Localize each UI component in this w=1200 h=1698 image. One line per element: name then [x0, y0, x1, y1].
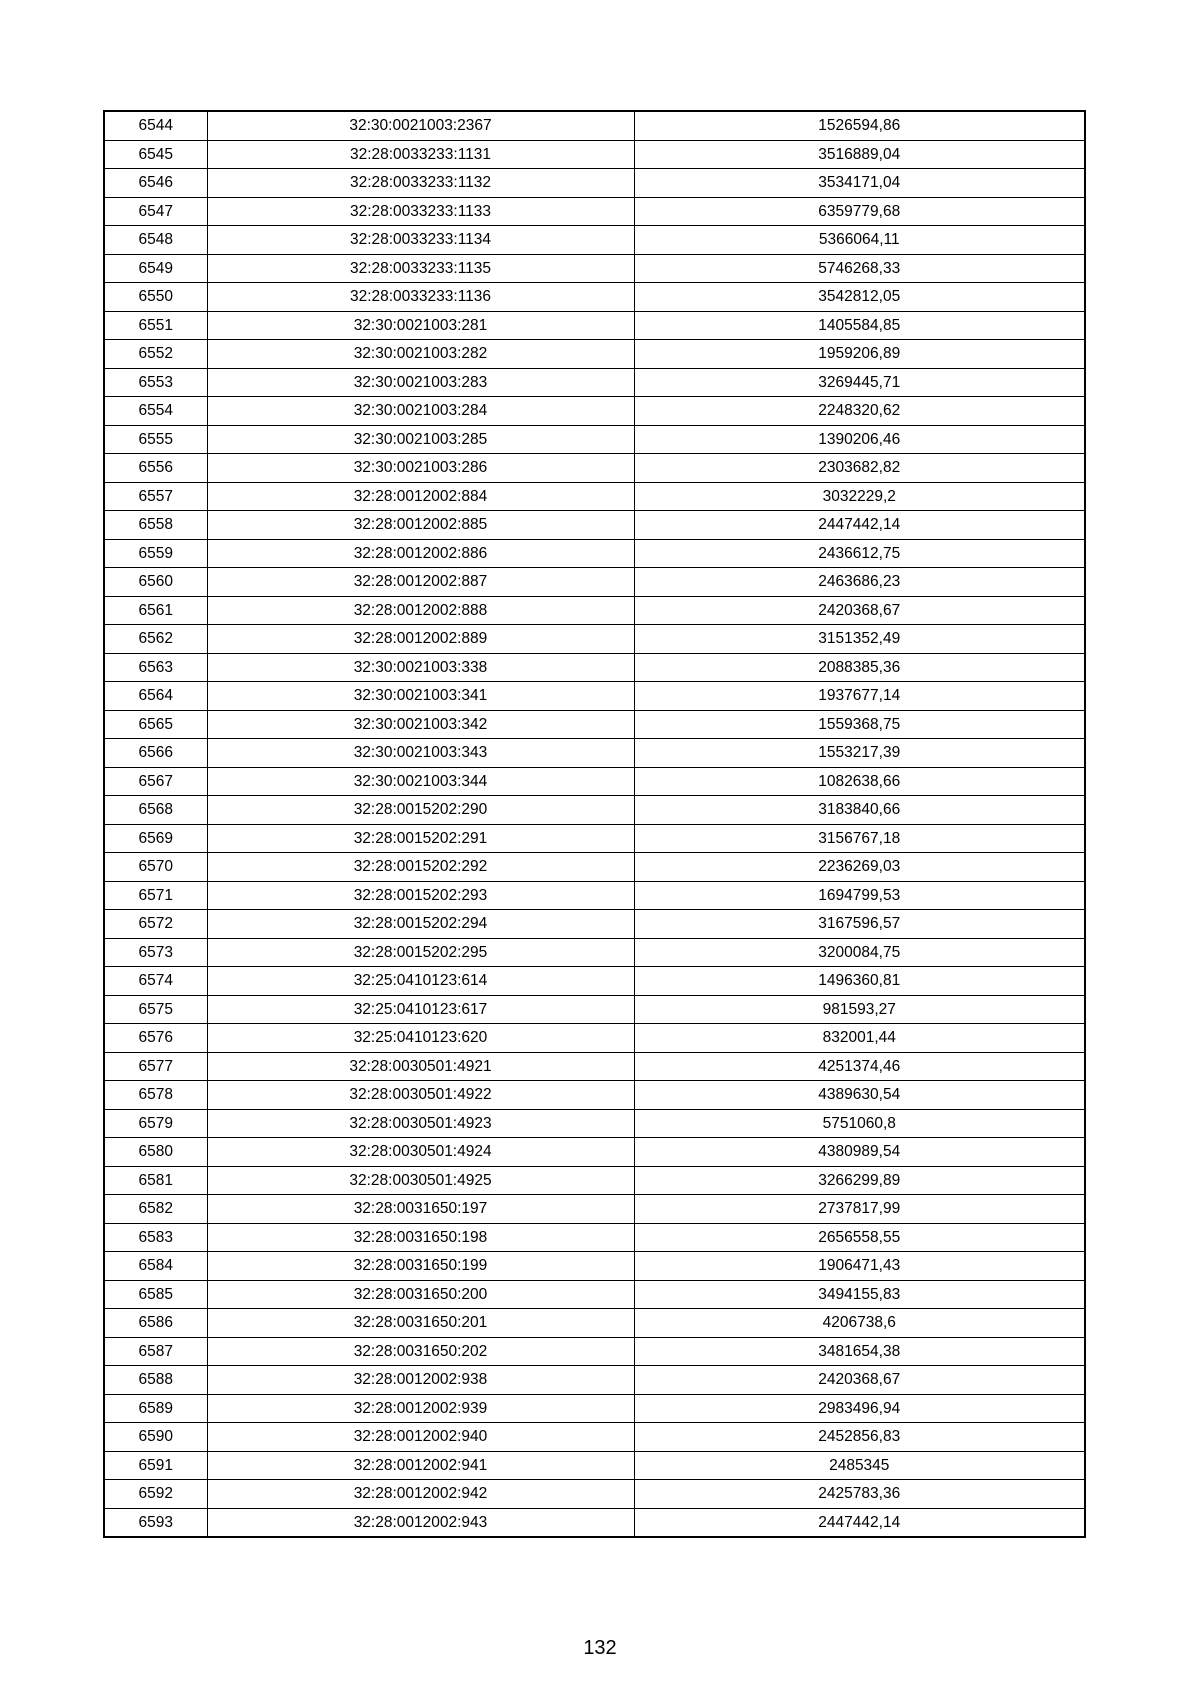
- row-number-cell: 6578: [104, 1081, 207, 1110]
- cadastral-number-cell: 32:28:0015202:290: [207, 796, 634, 825]
- table-row: [104, 1252, 1085, 1281]
- cadastral-value-cell: 3542812,05: [634, 283, 1085, 312]
- cadastral-number-cell: 32:25:0410123:617: [207, 995, 634, 1024]
- table-row: [104, 169, 1085, 198]
- cadastral-number-cell: 32:28:0031650:197: [207, 1195, 634, 1224]
- cadastral-number-cell: 32:30:0021003:342: [207, 710, 634, 739]
- cadastral-number-cell: 32:28:0015202:295: [207, 938, 634, 967]
- cadastral-value-cell: 5366064,11: [634, 226, 1085, 255]
- table-row: [104, 739, 1085, 768]
- cadastral-value-cell: 2303682,82: [634, 454, 1085, 483]
- table-row: [104, 511, 1085, 540]
- table-row: [104, 1081, 1085, 1110]
- cadastral-value-cell: 3167596,57: [634, 910, 1085, 939]
- cadastral-value-cell: 5746268,33: [634, 254, 1085, 283]
- table-row: [104, 1508, 1085, 1537]
- table-row: [104, 454, 1085, 483]
- table-row: [104, 254, 1085, 283]
- row-number-cell: 6556: [104, 454, 207, 483]
- row-number-cell: 6555: [104, 425, 207, 454]
- row-number-cell: 6560: [104, 568, 207, 597]
- row-number-cell: 6589: [104, 1394, 207, 1423]
- row-number-cell: 6588: [104, 1366, 207, 1395]
- table-row: [104, 1451, 1085, 1480]
- cadastral-number-cell: 32:30:0021003:2367: [207, 111, 634, 140]
- row-number-cell: 6559: [104, 539, 207, 568]
- cadastral-number-cell: 32:28:0031650:200: [207, 1280, 634, 1309]
- cadastral-value-cell: 2737817,99: [634, 1195, 1085, 1224]
- cadastral-number-cell: 32:30:0021003:343: [207, 739, 634, 768]
- cadastral-value-cell: 832001,44: [634, 1024, 1085, 1053]
- cadastral-number-cell: 32:25:0410123:614: [207, 967, 634, 996]
- row-number-cell: 6562: [104, 625, 207, 654]
- cadastral-value-cell: 6359779,68: [634, 197, 1085, 226]
- cadastral-value-cell: 1496360,81: [634, 967, 1085, 996]
- table-row: [104, 853, 1085, 882]
- page-number: 132: [583, 1637, 617, 1659]
- cadastral-value-cell: 2656558,55: [634, 1223, 1085, 1252]
- cadastral-value-cell: 2447442,14: [634, 511, 1085, 540]
- cadastral-number-cell: 32:28:0030501:4925: [207, 1166, 634, 1195]
- row-number-cell: 6569: [104, 824, 207, 853]
- cadastral-value-cell: 3516889,04: [634, 140, 1085, 169]
- table-row: [104, 1423, 1085, 1452]
- row-number-cell: 6587: [104, 1337, 207, 1366]
- cadastral-number-cell: 32:28:0012002:941: [207, 1451, 634, 1480]
- cadastral-value-cell: 3494155,83: [634, 1280, 1085, 1309]
- cadastral-value-cell: 2248320,62: [634, 397, 1085, 426]
- row-number-cell: 6574: [104, 967, 207, 996]
- row-number-cell: 6583: [104, 1223, 207, 1252]
- row-number-cell: 6591: [104, 1451, 207, 1480]
- row-number-cell: 6566: [104, 739, 207, 768]
- row-number-cell: 6564: [104, 682, 207, 711]
- table-row: [104, 1309, 1085, 1338]
- table-row: [104, 653, 1085, 682]
- row-number-cell: 6568: [104, 796, 207, 825]
- cadastral-number-cell: 32:28:0012002:940: [207, 1423, 634, 1452]
- table-row: [104, 1109, 1085, 1138]
- cadastral-number-cell: 32:28:0031650:201: [207, 1309, 634, 1338]
- cadastral-number-cell: 32:28:0033233:1132: [207, 169, 634, 198]
- cadastral-number-cell: 32:30:0021003:283: [207, 368, 634, 397]
- cadastral-number-cell: 32:28:0033233:1136: [207, 283, 634, 312]
- table-row: [104, 1138, 1085, 1167]
- cadastral-number-cell: 32:28:0031650:199: [207, 1252, 634, 1281]
- row-number-cell: 6571: [104, 881, 207, 910]
- row-number-cell: 6581: [104, 1166, 207, 1195]
- table-row: [104, 910, 1085, 939]
- table-row: [104, 796, 1085, 825]
- cadastral-value-cell: 2485345: [634, 1451, 1085, 1480]
- cadastral-number-cell: 32:28:0030501:4921: [207, 1052, 634, 1081]
- table-row: [104, 111, 1085, 140]
- table-row: [104, 1166, 1085, 1195]
- row-number-cell: 6577: [104, 1052, 207, 1081]
- table-row: [104, 881, 1085, 910]
- row-number-cell: 6593: [104, 1508, 207, 1537]
- cadastral-number-cell: 32:28:0015202:294: [207, 910, 634, 939]
- row-number-cell: 6580: [104, 1138, 207, 1167]
- cadastral-value-cell: 4380989,54: [634, 1138, 1085, 1167]
- table-body: [104, 111, 1085, 1537]
- cadastral-value-cell: 3269445,71: [634, 368, 1085, 397]
- cadastral-value-cell: 981593,27: [634, 995, 1085, 1024]
- cadastral-number-cell: 32:28:0015202:293: [207, 881, 634, 910]
- cadastral-number-cell: 32:30:0021003:344: [207, 767, 634, 796]
- row-number-cell: 6563: [104, 653, 207, 682]
- row-number-cell: 6572: [104, 910, 207, 939]
- cadastral-number-cell: 32:28:0012002:884: [207, 482, 634, 511]
- table-row: [104, 1337, 1085, 1366]
- cadastral-value-cell: 2463686,23: [634, 568, 1085, 597]
- table-row: [104, 140, 1085, 169]
- cadastral-value-cell: 3481654,38: [634, 1337, 1085, 1366]
- row-number-cell: 6579: [104, 1109, 207, 1138]
- row-number-cell: 6545: [104, 140, 207, 169]
- cadastral-value-cell: 2420368,67: [634, 596, 1085, 625]
- row-number-cell: 6546: [104, 169, 207, 198]
- cadastral-value-cell: 2425783,36: [634, 1480, 1085, 1509]
- table-row: [104, 710, 1085, 739]
- table-row: [104, 568, 1085, 597]
- row-number-cell: 6575: [104, 995, 207, 1024]
- row-number-cell: 6582: [104, 1195, 207, 1224]
- cadastral-value-cell: 2088385,36: [634, 653, 1085, 682]
- row-number-cell: 6584: [104, 1252, 207, 1281]
- table-row: [104, 682, 1085, 711]
- cadastral-value-cell: 2447442,14: [634, 1508, 1085, 1537]
- cadastral-number-cell: 32:30:0021003:284: [207, 397, 634, 426]
- table-row: [104, 425, 1085, 454]
- table-row: [104, 1480, 1085, 1509]
- table-row: [104, 197, 1085, 226]
- cadastral-value-cell: 1937677,14: [634, 682, 1085, 711]
- table-row: [104, 311, 1085, 340]
- row-number-cell: 6570: [104, 853, 207, 882]
- table-row: [104, 1052, 1085, 1081]
- cadastral-number-cell: 32:28:0030501:4923: [207, 1109, 634, 1138]
- cadastral-number-cell: 32:28:0012002:888: [207, 596, 634, 625]
- row-number-cell: 6585: [104, 1280, 207, 1309]
- table-row: [104, 340, 1085, 369]
- table-row: [104, 767, 1085, 796]
- cadastral-number-cell: 32:28:0012002:942: [207, 1480, 634, 1509]
- row-number-cell: 6586: [104, 1309, 207, 1338]
- cadastral-number-cell: 32:30:0021003:286: [207, 454, 634, 483]
- row-number-cell: 6544: [104, 111, 207, 140]
- cadastral-number-cell: 32:30:0021003:281: [207, 311, 634, 340]
- cadastral-value-cell: 3534171,04: [634, 169, 1085, 198]
- table-row: [104, 283, 1085, 312]
- cadastral-value-cell: 3266299,89: [634, 1166, 1085, 1195]
- cadastral-number-cell: 32:25:0410123:620: [207, 1024, 634, 1053]
- table-row: [104, 1195, 1085, 1224]
- cadastral-value-cell: 3032229,2: [634, 482, 1085, 511]
- cadastral-value-cell: 1959206,89: [634, 340, 1085, 369]
- cadastral-value-cell: 1906471,43: [634, 1252, 1085, 1281]
- cadastral-number-cell: 32:28:0030501:4922: [207, 1081, 634, 1110]
- row-number-cell: 6573: [104, 938, 207, 967]
- cadastral-value-cell: 1405584,85: [634, 311, 1085, 340]
- table-row: [104, 1223, 1085, 1252]
- cadastral-value-cell: 1390206,46: [634, 425, 1085, 454]
- cadastral-number-cell: 32:28:0015202:292: [207, 853, 634, 882]
- cadastral-number-cell: 32:28:0030501:4924: [207, 1138, 634, 1167]
- cadastral-number-cell: 32:28:0012002:943: [207, 1508, 634, 1537]
- cadastral-value-cell: 2420368,67: [634, 1366, 1085, 1395]
- table-row: [104, 539, 1085, 568]
- cadastral-number-cell: 32:28:0012002:887: [207, 568, 634, 597]
- cadastral-value-cell: 1082638,66: [634, 767, 1085, 796]
- cadastral-value-cell: 3156767,18: [634, 824, 1085, 853]
- cadastral-number-cell: 32:28:0031650:198: [207, 1223, 634, 1252]
- table-row: [104, 482, 1085, 511]
- cadastral-value-cell: 4251374,46: [634, 1052, 1085, 1081]
- cadastral-value-cell: 2452856,83: [634, 1423, 1085, 1452]
- row-number-cell: 6547: [104, 197, 207, 226]
- table-row: [104, 995, 1085, 1024]
- cadastral-value-cell: 1694799,53: [634, 881, 1085, 910]
- table-row: [104, 967, 1085, 996]
- cadastral-value-cell: 3151352,49: [634, 625, 1085, 654]
- cadastral-number-cell: 32:28:0012002:885: [207, 511, 634, 540]
- row-number-cell: 6551: [104, 311, 207, 340]
- cadastral-number-cell: 32:28:0012002:939: [207, 1394, 634, 1423]
- cadastral-value-cell: 3183840,66: [634, 796, 1085, 825]
- table-row: [104, 1280, 1085, 1309]
- cadastral-number-cell: 32:28:0031650:202: [207, 1337, 634, 1366]
- table-row: [104, 226, 1085, 255]
- table-row: [104, 938, 1085, 967]
- cadastral-number-cell: 32:28:0033233:1135: [207, 254, 634, 283]
- cadastral-value-cell: 1553217,39: [634, 739, 1085, 768]
- cadastral-number-cell: 32:28:0012002:889: [207, 625, 634, 654]
- cadastral-value-cell: 4206738,6: [634, 1309, 1085, 1338]
- cadastral-number-cell: 32:28:0033233:1134: [207, 226, 634, 255]
- row-number-cell: 6576: [104, 1024, 207, 1053]
- cadastral-number-cell: 32:28:0012002:938: [207, 1366, 634, 1395]
- row-number-cell: 6561: [104, 596, 207, 625]
- row-number-cell: 6553: [104, 368, 207, 397]
- row-number-cell: 6554: [104, 397, 207, 426]
- row-number-cell: 6567: [104, 767, 207, 796]
- table-row: [104, 368, 1085, 397]
- cadastral-value-cell: 3200084,75: [634, 938, 1085, 967]
- row-number-cell: 6558: [104, 511, 207, 540]
- cadastral-number-cell: 32:30:0021003:285: [207, 425, 634, 454]
- cadastral-value-cell: 2436612,75: [634, 539, 1085, 568]
- table-row: [104, 824, 1085, 853]
- cadastral-value-cell: 4389630,54: [634, 1081, 1085, 1110]
- cadastral-number-cell: 32:30:0021003:341: [207, 682, 634, 711]
- cadastral-value-cell: 1559368,75: [634, 710, 1085, 739]
- cadastral-number-cell: 32:28:0033233:1131: [207, 140, 634, 169]
- row-number-cell: 6592: [104, 1480, 207, 1509]
- cadastral-number-cell: 32:30:0021003:338: [207, 653, 634, 682]
- table-row: [104, 625, 1085, 654]
- cadastral-value-cell: 2983496,94: [634, 1394, 1085, 1423]
- cadastral-value-cell: 5751060,8: [634, 1109, 1085, 1138]
- cadastral-value-cell: 1526594,86: [634, 111, 1085, 140]
- cadastral-number-cell: 32:28:0012002:886: [207, 539, 634, 568]
- table-row: [104, 1366, 1085, 1395]
- row-number-cell: 6552: [104, 340, 207, 369]
- row-number-cell: 6565: [104, 710, 207, 739]
- table-row: [104, 1024, 1085, 1053]
- row-number-cell: 6557: [104, 482, 207, 511]
- cadastral-number-cell: 32:28:0015202:291: [207, 824, 634, 853]
- row-number-cell: 6590: [104, 1423, 207, 1452]
- cadastral-number-cell: 32:28:0033233:1133: [207, 197, 634, 226]
- cadastral-value-cell: 2236269,03: [634, 853, 1085, 882]
- table-row: [104, 596, 1085, 625]
- cadastral-number-cell: 32:30:0021003:282: [207, 340, 634, 369]
- row-number-cell: 6548: [104, 226, 207, 255]
- cadastral-value-table: [103, 110, 1086, 1538]
- table-row: [104, 1394, 1085, 1423]
- table-row: [104, 397, 1085, 426]
- row-number-cell: 6550: [104, 283, 207, 312]
- row-number-cell: 6549: [104, 254, 207, 283]
